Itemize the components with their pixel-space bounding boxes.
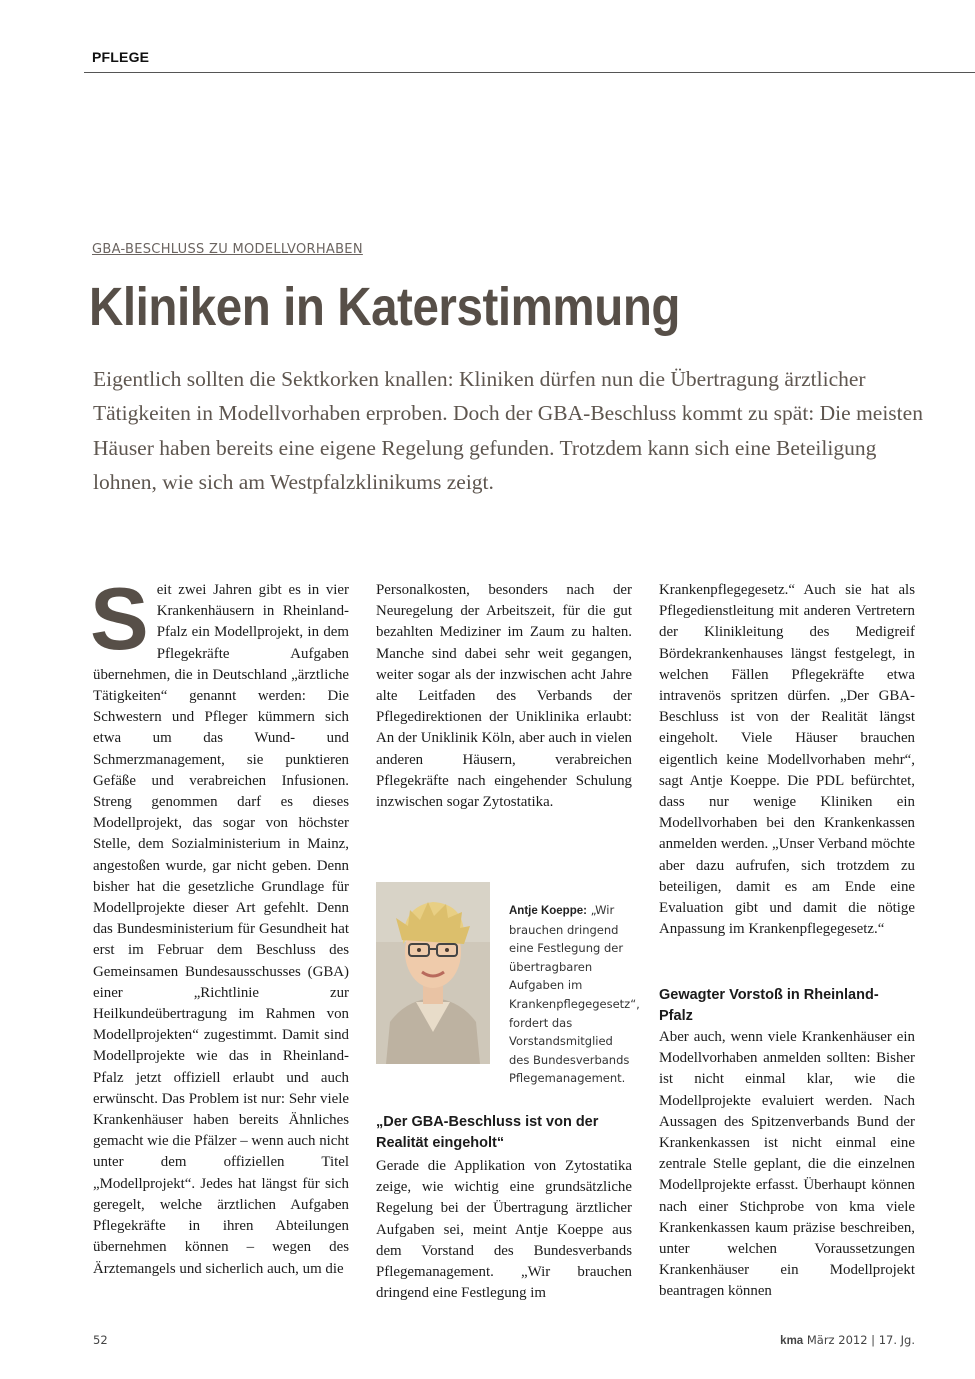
portrait-photo	[376, 882, 490, 1064]
footer-issue-info	[780, 1333, 915, 1347]
subheading-2: Gewagter Vorstoß in Rheinland-Pfalz	[659, 987, 879, 1024]
drop-cap: S	[90, 569, 149, 668]
column-2	[376, 580, 632, 813]
volume: 17. Jg.	[878, 1333, 915, 1347]
column-2-text: Personalkosten, besonders nach der Neuregelung der Arbeitszeit, für die gut bezahlten Mediziner im Zaum zu halten. Manche sind dabei sehr weit gegangen, weiter sogar als der inzwischen acht Jahre alte Leitfaden des Verbands der Pflegedirektionen der Uniklinika erlaubt: An der Uniklinik Köln, aber auch in vielen anderen Häusern, verabreichen Pflegekräfte nach eingehender Schulung inzwischen sogar Zytostatika.	[376, 582, 632, 811]
photo-caption	[509, 901, 640, 1088]
header-rule	[84, 72, 975, 73]
column-3-continued	[659, 1027, 915, 1303]
subheading-1: „Der GBA-Beschluss ist von der Realität eingeholt“	[376, 1114, 599, 1151]
column-3b-text: Aber auch, wenn viele Krankenhäuser ein Modellvorhaben anmelden sollten: Bisher ist nicht einmal klar, wie die Modellprojekte evaluiert werden. Nach Aussagen des Spitzenverbands Bund der Krankenkassen ist nicht einmal eine zentrale Stelle geplant, die die einzelnen Modellprojekte erfasst. Überhaupt können nach einer Stichprobe von kma viele Krankenkassen kaum präzise beschreiben, unter welchen Voraussetzungen Krankenhäuser ein Modellprojekt beantragen können	[659, 1029, 915, 1300]
caption-text: „Wir brauchen dringend eine Festlegung der übertragbaren Aufgaben im Krankenpflegegesetz“, fordert das Vorstandsmitglied des Bundesverbands Pflegemanagement.	[509, 903, 640, 1086]
brand-name: kma	[780, 1335, 804, 1347]
footer-separator: |	[871, 1333, 876, 1347]
column-3	[659, 580, 915, 940]
column-3-text: Krankenpflegegesetz.“ Auch sie hat als Pflegedienstleitung mit anderen Vertretern der Klinikleitung des Medigreif Bördekrankenhauses längst festgelegt, in welchen Fällen Pflegekräfte etwa intravenös spritzen dürfen. „Der GBA-Beschluss ist von der Realität längst eingeholt. Viele Häuser brauchen eigentlich keine Modellvorhaben mehr“, sagt Antje Koeppe. Die PDL befürchtet, dass nur wenige Kliniken ein Modellvorhaben bei den Krankenkassen anmelden werden. „Unser Verband möchte aber dazu aufrufen, sich trotzdem zu beteiligen, damit es am Ende eine Evaluation gibt und damit die nötige Anpassung im Krankenpflegegesetz.“	[659, 582, 915, 938]
article-title: Kliniken in Katerstimmung	[89, 277, 681, 337]
issue-date: März 2012	[806, 1333, 868, 1347]
column-1	[90, 569, 349, 1280]
page-number: 52	[93, 1333, 108, 1347]
column-1-text: eit zwei Jahren gibt es in vier Krankenhäusern in Rheinland-Pfalz ein Modellprojekt, in dem Pflegekräfte Aufgaben übernehmen, die in Deutschland „ärztliche Tätigkeiten“ genannt werden: Die Schwestern und Pfleger kümmern sich etwa um das Wund- und Schmerzmanagement, sie punktieren Gefäße und verabreichen Infusionen. Streng genommen darf es dieses Modellprojekt, das sogar von höchster Stelle, dem Sozialministerium in Mainz, angestoßen wurde, gar nicht geben. Denn bisher hat die gesetzliche Grundlage für Modellprojekte dieser Art gefehlt. Denn das Bundesministerium für Gesundheit hat erst im Februar dem Beschluss des Gemeinsamen Bundesausschusses (GBA) einer „Richtlinie zur Heilkundeübertragung im Rahmen von Modellprojekten“ zugestimmt. Damit sind Modellprojekte wie das in Rheinland-Pfalz jetzt offiziell erlaubt und auch erwünscht. Das Problem ist nur: Sehr viele Krankenhäuser haben bereits Ähnliches gemacht wie die Pfälzer – wenn auch nicht unter dem offiziellen Titel „Modellprojekt“. Jedes hat längst für sich geregelt, welche ärztlichen Aufgaben Pflegekräfte in ihren Abteilungen übernehmen können – wegen des Ärztemangels und sicherlich auch, um die	[93, 582, 349, 1277]
article-lead: Eigentlich sollten die Sektkorken knallen: Kliniken dürfen nun die Übertragung ärztlicher Tätigkeiten in Modellvorhaben erproben. Doch der GBA-Beschluss kommt zu spät: Die meisten Häuser haben bereits eine eigene Regelung gefunden. Trotzdem kann sich eine Beteiligung lohnen, wie sich am Westpfalzklinikums zeigt.	[93, 367, 923, 494]
caption-name: Antje Koeppe:	[509, 905, 587, 917]
column-2b-text: Gerade die Applikation von Zytostatika zeige, wie wichtig eine grundsätzliche Regelung bei der Übertragung ärztlicher Aufgaben sei, meint Antje Koeppe aus dem Vorstand des Bundesverbands Pflegemanagement. „Wir brauchen dringend eine Festlegung im	[376, 1158, 632, 1302]
section-label: PFLEGE	[92, 49, 150, 65]
article-kicker: GBA-BESCHLUSS ZU MODELLVORHABEN	[92, 242, 363, 257]
column-2-continued	[376, 1156, 632, 1304]
portrait-illustration	[376, 882, 490, 1064]
